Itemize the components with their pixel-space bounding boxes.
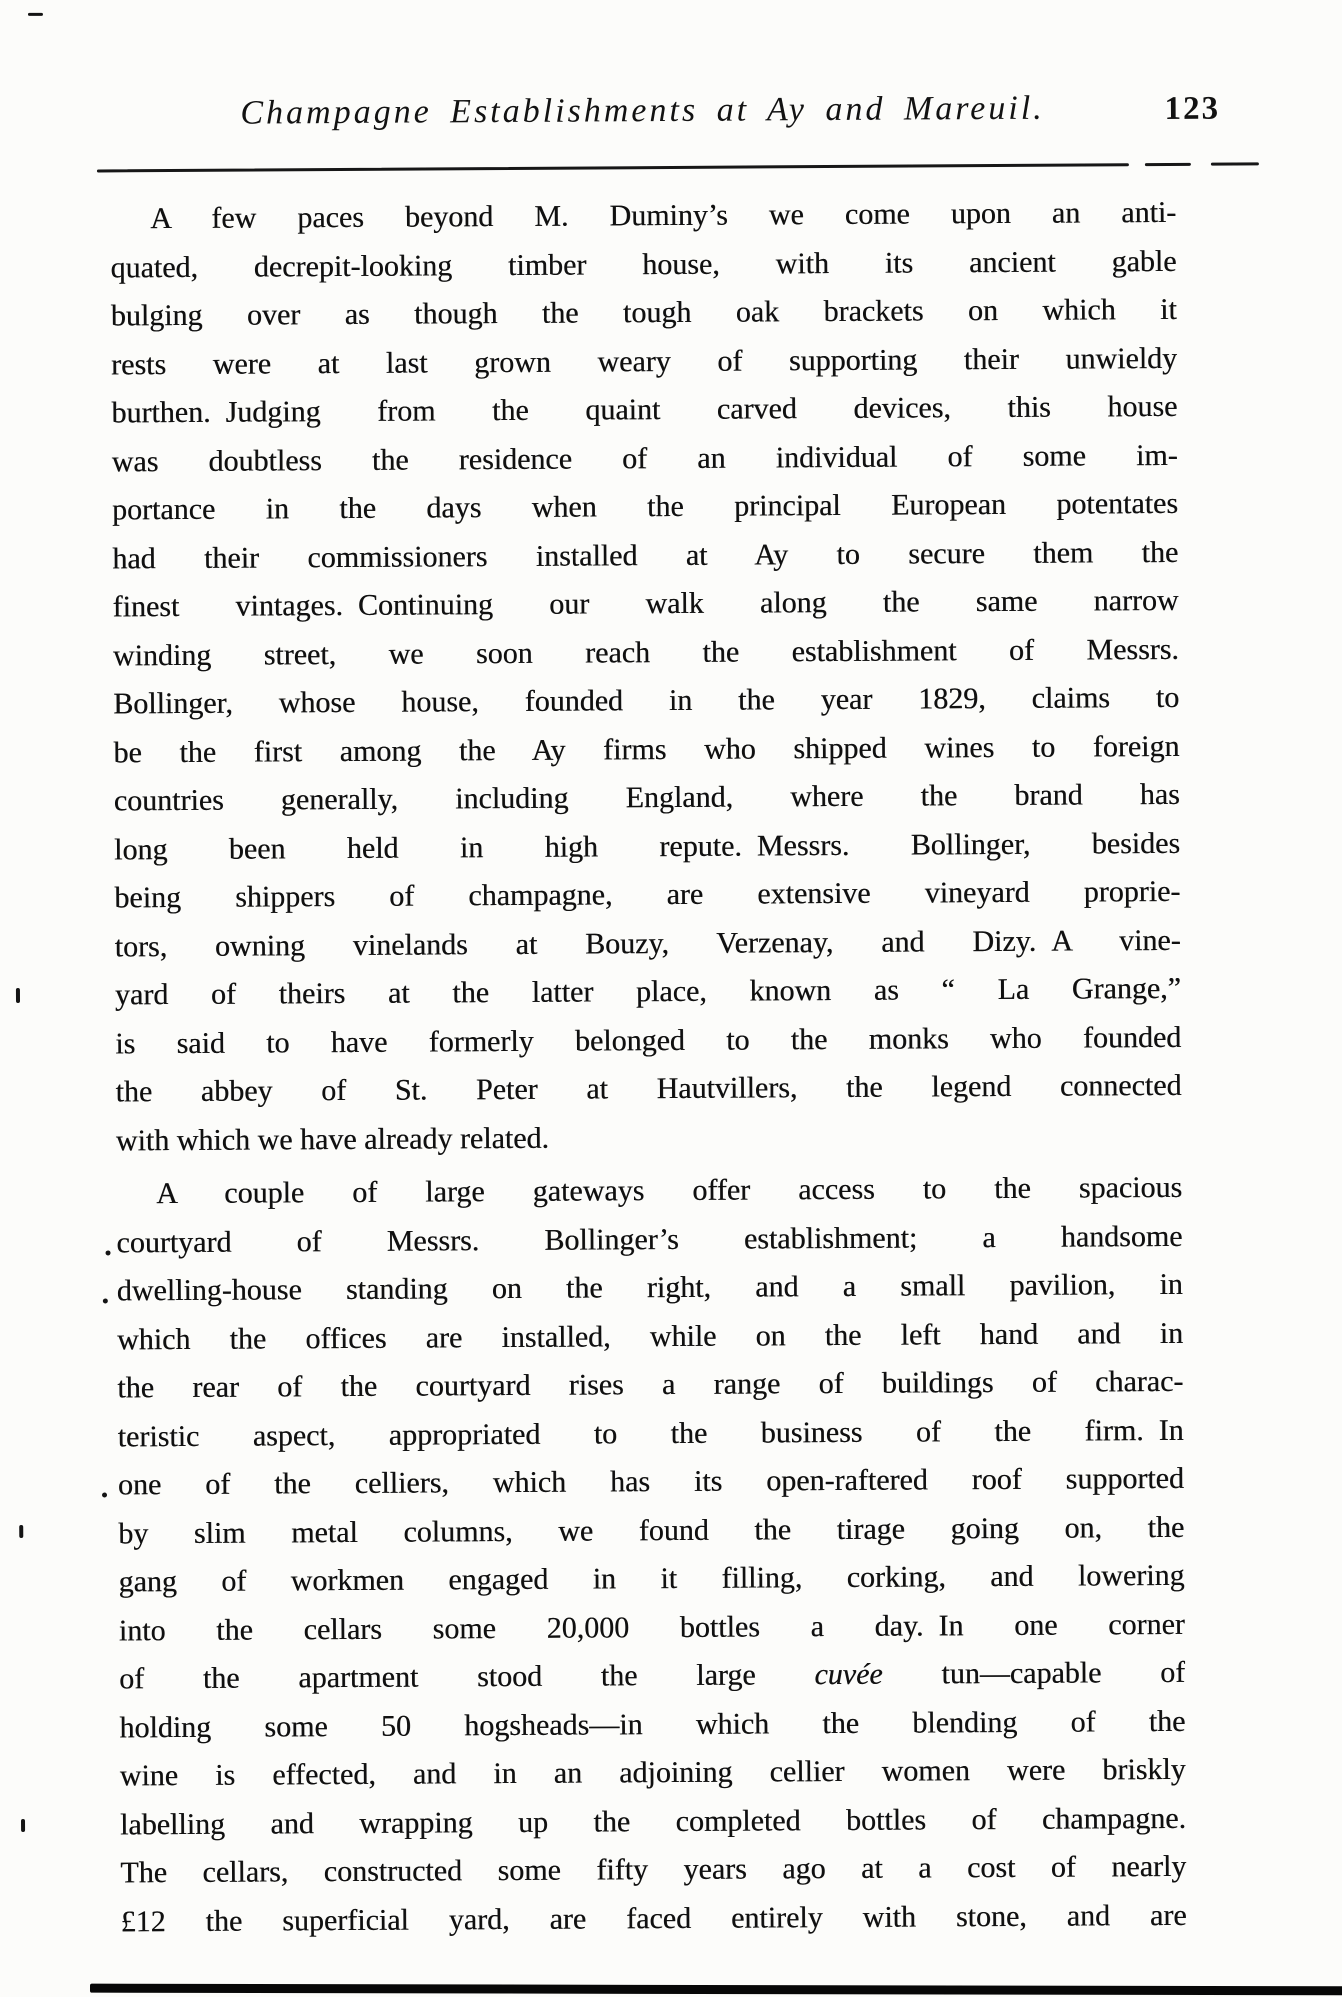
text-line: quated, decrepit-looking timber house, with its ancient gable bbox=[110, 244, 1177, 284]
text-line: gang of workmen engaged in it filling, corking, and lowering bbox=[118, 1558, 1185, 1599]
text-line: A few paces beyond M. Duminy’s we come upon an anti- bbox=[150, 195, 1177, 236]
text-line: winding street, we soon reach the establishment of Messrs. bbox=[112, 632, 1179, 672]
text-line: into the cellars some 20,000 bottles a day. In one corner bbox=[118, 1607, 1185, 1647]
page-number: 123 bbox=[1164, 90, 1221, 127]
text-line: A couple of large gateways offer access to the spacious bbox=[156, 1170, 1183, 1211]
text-line: wine is effected, and in an adjoining cellier women were briskly bbox=[119, 1752, 1186, 1793]
text-line: be the first among the Ay firms who shipped wines to foreign bbox=[113, 729, 1180, 769]
text-line: dwelling-house standing on the right, and a small pavilion, in bbox=[116, 1267, 1183, 1308]
text-line: the abbey of St. Peter at Hautvillers, the legend connected bbox=[115, 1068, 1182, 1109]
text-line: with which we have already related. bbox=[115, 1121, 550, 1157]
text-line: being shippers of champagne, are extensive vineyard proprie- bbox=[114, 874, 1181, 915]
text-line: £12 the superficial yard, are faced entirely with stone, and are bbox=[120, 1898, 1187, 1938]
text-line: by slim metal columns, we found the tirage going on, the bbox=[118, 1510, 1185, 1550]
text-line: courtyard of Messrs. Bollinger’s establishment; a handsome bbox=[116, 1219, 1183, 1259]
text-line: of the apartment stood the large cuvée tun—capable of bbox=[119, 1655, 1186, 1696]
text-line: the rear of the courtyard rises a range of buildings of charac- bbox=[117, 1364, 1184, 1405]
page-body bbox=[110, 189, 1187, 1946]
rule-segment bbox=[1211, 162, 1259, 165]
scan-artifact-dash bbox=[28, 13, 43, 16]
text-line: countries generally, including England, where the brand has bbox=[113, 777, 1180, 818]
text-line: one of the celliers, which has its open-raftered roof supported bbox=[117, 1461, 1185, 1502]
text-line: had their commissioners installed at Ay to secure them the bbox=[112, 535, 1179, 575]
scan-artifact-tick bbox=[21, 1819, 25, 1832]
text-line: bulging over as though the tough oak brackets on which it bbox=[110, 292, 1177, 333]
scan-artifact-tick bbox=[16, 988, 20, 1003]
text-line: labelling and wrapping up the completed bottles of champagne. bbox=[119, 1801, 1187, 1841]
scan-artifact-tick bbox=[19, 1525, 23, 1538]
page-title: Champagne Establishments at Ay and Mareuil. bbox=[240, 89, 1045, 132]
text-line: was doubtless the residence of an individual of some im- bbox=[111, 438, 1178, 478]
header-rule bbox=[0, 162, 1337, 175]
scan-artifact-dot bbox=[102, 1492, 107, 1497]
text-line: which the offices are installed, while on the left hand and in bbox=[116, 1316, 1184, 1356]
scan-artifact-dot bbox=[103, 1298, 108, 1303]
text-line: portance in the days when the principal European potentates bbox=[111, 486, 1179, 527]
text-line: tors, owning vinelands at Bouzy, Verzenay, and Dizy. A vine- bbox=[114, 923, 1181, 963]
rule-segment bbox=[97, 163, 1129, 172]
text-line: is said to have formerly belonged to the monks who founded bbox=[115, 1020, 1182, 1060]
paragraph-1 bbox=[110, 189, 1182, 1165]
text-line: long been held in high repute. Messrs. Bollinger, besides bbox=[113, 826, 1181, 866]
text-line: teristic aspect, appropriated to the business of the firm. In bbox=[117, 1413, 1184, 1453]
text-line: holding some 50 hogsheads—in which the blending of the bbox=[119, 1704, 1186, 1744]
text-line: Bollinger, whose house, founded in the year 1829, claims to bbox=[113, 680, 1180, 721]
text-line: rests were at last grown weary of supporting their unwieldy bbox=[111, 341, 1178, 381]
paragraph-2 bbox=[116, 1164, 1187, 1946]
running-header bbox=[0, 88, 1337, 148]
text-line: burthen. Judging from the quaint carved devices, this house bbox=[111, 389, 1178, 430]
rule-segment bbox=[1145, 163, 1191, 166]
text-line: yard of theirs at the latter place, known as “ La Grange,” bbox=[114, 971, 1182, 1012]
scan-artifact-dot bbox=[106, 1250, 111, 1255]
text-line: The cellars, constructed some fifty years ago at a cost of nearly bbox=[120, 1849, 1187, 1890]
text-line: finest vintages. Continuing our walk along the same narrow bbox=[112, 583, 1179, 624]
